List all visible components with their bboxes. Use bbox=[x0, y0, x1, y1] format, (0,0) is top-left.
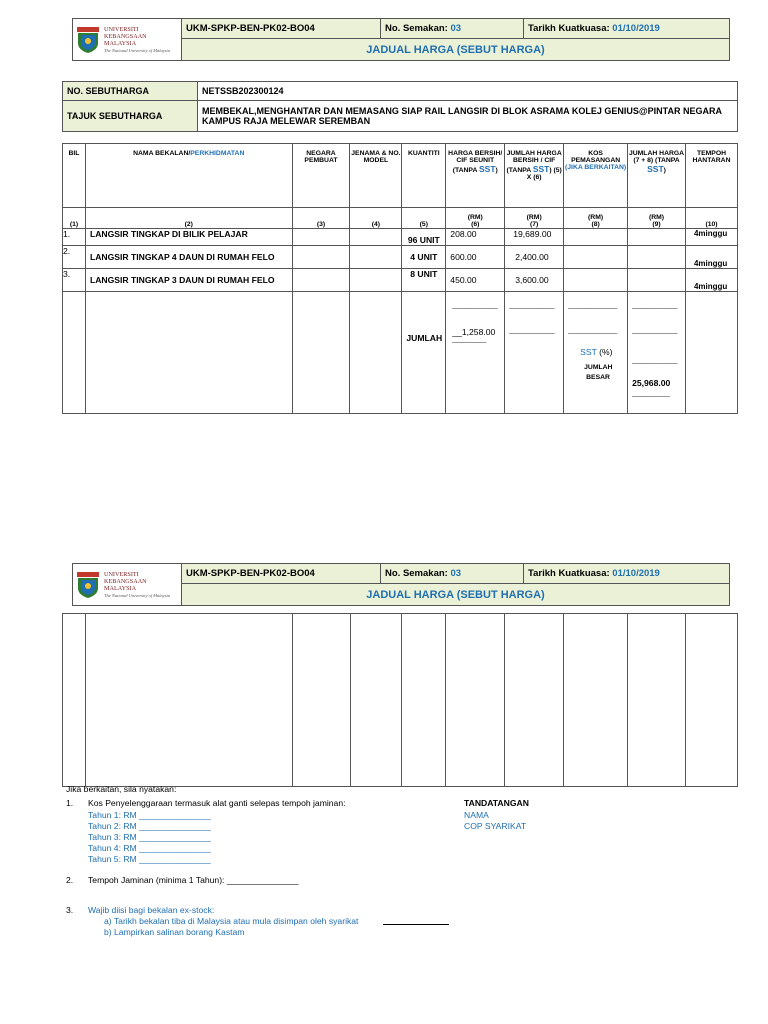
row-qty: 4 UNIT bbox=[402, 246, 446, 269]
row-brand bbox=[350, 269, 402, 292]
note-1-no: 1. bbox=[66, 798, 74, 808]
form-title: JADUAL HARGA (SEBUT HARGA) bbox=[182, 39, 730, 61]
row-bil: 1. bbox=[63, 229, 86, 246]
rm-label: (RM) bbox=[467, 214, 483, 221]
effective-value: 01/10/2019 bbox=[612, 23, 660, 34]
row-install bbox=[564, 269, 628, 292]
logo-line-3: MALAYSIA bbox=[104, 39, 137, 47]
summary-unit-cell bbox=[446, 292, 505, 414]
note-3b: b) Lampirkan salinan borang Kastam bbox=[104, 927, 245, 937]
maintenance-year-5: Tahun 5: RM _______________ bbox=[88, 854, 211, 864]
note-3-text: Wajib diisi bagi bekalan ex-stock: bbox=[88, 905, 215, 915]
ukm-crest-icon bbox=[77, 572, 99, 598]
empty-cell bbox=[505, 614, 564, 787]
signature-cop: COP SYARIKAT bbox=[464, 821, 527, 831]
col-header-country: NEGARA PEMBUAT bbox=[292, 144, 350, 208]
sst-pct: (%) bbox=[599, 347, 613, 357]
summary-empty bbox=[292, 292, 350, 414]
row-item: LANGSIR TINGKAP DI BILIK PELAJAR bbox=[85, 229, 292, 246]
logo-tagline: The National University of Malaysia bbox=[104, 592, 170, 598]
col-num bbox=[628, 208, 686, 229]
grand-head-b: ) bbox=[663, 167, 666, 174]
row-unit-price: 208.00 bbox=[446, 229, 505, 246]
col-header-qty: KUANTITI bbox=[402, 144, 446, 208]
summary-empty bbox=[63, 292, 86, 414]
row-brand bbox=[350, 246, 402, 269]
row-grand bbox=[628, 246, 686, 269]
col-num: (3) bbox=[292, 208, 350, 229]
signature-name: NAMA bbox=[464, 810, 489, 820]
summary-row bbox=[63, 292, 738, 414]
logo-tagline: The National University of Malaysia bbox=[104, 47, 170, 53]
row-grand bbox=[628, 229, 686, 246]
blank-line: _____________ bbox=[568, 302, 618, 309]
grand-head-a: JUMLAH HARGA (7 + 8) (TANPA bbox=[628, 150, 685, 164]
col-num bbox=[446, 208, 505, 229]
blank-line: ____________ bbox=[452, 302, 498, 309]
col-header-brand: JENAMA & NO. MODEL bbox=[350, 144, 402, 208]
logo-line-2: KEBANGSAAN bbox=[104, 32, 147, 40]
quote-title-label: TAJUK SEBUTHARGA bbox=[63, 101, 198, 132]
empty-cell bbox=[292, 614, 350, 787]
col-num bbox=[505, 208, 564, 229]
col-num-label: (8) bbox=[591, 221, 600, 228]
ukm-crest-icon bbox=[77, 27, 99, 53]
col-num: (4) bbox=[350, 208, 402, 229]
signature-label: TANDATANGAN bbox=[464, 798, 529, 808]
col-num bbox=[564, 208, 628, 229]
empty-cell bbox=[402, 614, 446, 787]
row-delivery: 4minggu bbox=[685, 229, 737, 246]
col-num: (2) bbox=[85, 208, 292, 229]
unit-price-head-b: ) bbox=[495, 167, 498, 174]
rm-label: (RM) bbox=[526, 214, 542, 221]
sst-label-wrap bbox=[580, 347, 612, 357]
total-head-sst: SST bbox=[532, 164, 550, 174]
ukm-logo bbox=[73, 564, 182, 606]
table-row bbox=[63, 246, 738, 269]
row-brand bbox=[350, 229, 402, 246]
col-num-label: (6) bbox=[471, 221, 480, 228]
row-total: 2,400.00 bbox=[505, 246, 564, 269]
summary-grand-cell bbox=[628, 292, 686, 414]
row-unit-price: 600.00 bbox=[446, 246, 505, 269]
col-num-label: (7) bbox=[530, 221, 539, 228]
col-num-label: (9) bbox=[652, 221, 661, 228]
summary-empty bbox=[350, 292, 402, 414]
col-header-delivery: TEMPOH HANTARAN bbox=[685, 144, 737, 208]
logo-line-1: UNIVERSITI bbox=[104, 570, 139, 578]
note-1-text: Kos Penyelenggaraan termasuk alat ganti selepas tempoh jaminan: bbox=[88, 798, 346, 808]
ukm-logo bbox=[73, 19, 182, 61]
continuation-table bbox=[62, 613, 738, 787]
col-header-grand bbox=[628, 144, 686, 208]
effective-date-cell bbox=[524, 19, 730, 39]
row-qty: 8 UNIT bbox=[402, 269, 446, 292]
col-header-item-a: NAMA BEKALAN/ bbox=[133, 150, 191, 157]
col-num: (10) bbox=[685, 208, 737, 229]
note-3a-blank bbox=[383, 924, 449, 925]
effective-label: Tarikh Kuatkuasa: bbox=[528, 23, 610, 34]
col-header-install bbox=[564, 144, 628, 208]
effective-date-cell bbox=[524, 564, 730, 584]
effective-label: Tarikh Kuatkuasa: bbox=[528, 568, 610, 579]
row-country bbox=[292, 269, 350, 292]
grand-label-a: JUMLAH bbox=[584, 364, 613, 371]
total-head-b: ) (5) X (6) bbox=[526, 167, 562, 181]
unit-total-sum: __1,258.00 bbox=[452, 327, 496, 337]
table-row bbox=[63, 269, 738, 292]
total-head-a: JUMLAH HARGA BERSIH / CIF (TANPA bbox=[506, 150, 562, 174]
blank-line: ____________ bbox=[509, 327, 555, 334]
notes-intro: Jika berkaitan, sila nyatakan: bbox=[66, 784, 177, 794]
table-row bbox=[63, 614, 738, 787]
row-grand bbox=[628, 269, 686, 292]
revision-label: No. Semakan: bbox=[385, 568, 448, 579]
summary-total-cell bbox=[505, 292, 564, 414]
blank-line: ____________ bbox=[632, 302, 678, 309]
summary-qty-cell bbox=[402, 292, 446, 414]
row-bil: 2. bbox=[63, 246, 86, 269]
empty-cell bbox=[686, 614, 738, 787]
blank-line: _____________ bbox=[568, 327, 618, 334]
maintenance-year-2: Tahun 2: RM _______________ bbox=[88, 821, 211, 831]
logo-line-2: KEBANGSAAN bbox=[104, 577, 147, 585]
row-install bbox=[564, 229, 628, 246]
maintenance-year-1: Tahun 1: RM _______________ bbox=[88, 810, 211, 820]
col-num: (1) bbox=[63, 208, 86, 229]
col-header-bil: BIL bbox=[63, 144, 86, 208]
price-table bbox=[62, 143, 738, 414]
install-head-a: KOS PEMASANGAN bbox=[571, 150, 621, 164]
grand-head-sst: SST bbox=[647, 164, 664, 174]
empty-cell bbox=[446, 614, 505, 787]
note-2-no: 2. bbox=[66, 875, 74, 885]
form-title: JADUAL HARGA (SEBUT HARGA) bbox=[182, 584, 730, 606]
form-header-page2 bbox=[72, 563, 730, 606]
grand-total: 25,968.00 bbox=[632, 378, 671, 388]
unit-price-head-sst: SST bbox=[479, 164, 496, 174]
form-header bbox=[72, 18, 730, 61]
note-2-text: Tempoh Jaminan (minima 1 Tahun): _______________ bbox=[88, 875, 299, 885]
note-3a: a) Tarikh bekalan tiba di Malaysia atau mula disimpan oleh syarikat bbox=[104, 916, 359, 926]
logo-line-3: MALAYSIA bbox=[104, 584, 137, 592]
blank-line: ____________ bbox=[632, 327, 678, 334]
logo-line-1: UNIVERSITI bbox=[104, 25, 139, 33]
note-3-no: 3. bbox=[66, 905, 74, 915]
row-delivery: 4minggu bbox=[685, 246, 737, 269]
quote-no-label: NO. SEBUTHARGA bbox=[63, 82, 198, 101]
revision-cell bbox=[381, 564, 524, 584]
rm-label: (RM) bbox=[648, 214, 665, 221]
row-country bbox=[292, 229, 350, 246]
install-head-b: (JIKA BERKAITAN) bbox=[565, 164, 627, 171]
grand-label-b: BESAR bbox=[586, 374, 610, 381]
col-header-item-b: PERKHIDMATAN bbox=[190, 150, 245, 157]
empty-cell bbox=[628, 614, 686, 787]
revision-label: No. Semakan: bbox=[385, 23, 448, 34]
doc-code: UKM-SPKP-BEN-PK02-BO04 bbox=[182, 564, 381, 584]
quote-no-value: NETSSB202300124 bbox=[198, 82, 738, 101]
row-unit-price: 450.00 bbox=[446, 269, 505, 292]
unit-price-head-a: HARGA BERSIH/ CIF SEUNIT (TANPA bbox=[448, 150, 503, 174]
empty-cell bbox=[63, 614, 86, 787]
row-total: 3,600.00 bbox=[505, 269, 564, 292]
row-country bbox=[292, 246, 350, 269]
summary-empty bbox=[685, 292, 737, 414]
maintenance-year-4: Tahun 4: RM _______________ bbox=[88, 843, 211, 853]
summary-empty bbox=[85, 292, 292, 414]
blank-line: __________ bbox=[632, 390, 670, 397]
sst-label: SST bbox=[580, 347, 597, 357]
revision-value: 03 bbox=[450, 568, 462, 579]
maintenance-year-3: Tahun 3: RM _______________ bbox=[88, 832, 211, 842]
col-header-total bbox=[505, 144, 564, 208]
blank-line: ____________ bbox=[509, 302, 555, 309]
rm-label: (RM) bbox=[588, 214, 604, 221]
row-bil: 3. bbox=[63, 269, 86, 292]
revision-value: 03 bbox=[450, 23, 462, 34]
col-num: (5) bbox=[402, 208, 446, 229]
summary-install-cell bbox=[564, 292, 628, 414]
effective-value: 01/10/2019 bbox=[612, 568, 660, 579]
empty-cell bbox=[85, 614, 292, 787]
row-delivery: 4minggu bbox=[685, 269, 737, 292]
row-item: LANGSIR TINGKAP 3 DAUN DI RUMAH FELO bbox=[85, 269, 292, 292]
row-total: 19,689.00 bbox=[505, 229, 564, 246]
row-item: LANGSIR TINGKAP 4 DAUN DI RUMAH FELO bbox=[85, 246, 292, 269]
revision-cell bbox=[381, 19, 524, 39]
doc-code: UKM-SPKP-BEN-PK02-BO04 bbox=[182, 19, 381, 39]
col-header-item bbox=[85, 144, 292, 208]
quotation-info bbox=[62, 81, 738, 132]
blank-line: ____________ bbox=[632, 357, 678, 364]
row-qty: 96 UNIT bbox=[402, 229, 446, 246]
row-install bbox=[564, 246, 628, 269]
quote-title-value: MEMBEKAL,MENGHANTAR DAN MEMASANG SIAP RAIL LANGSIR DI BLOK ASRAMA KOLEJ GENIUS@PINTAR NEGARA KAMPUS RAJA MELEWAR SEREMBAN bbox=[198, 101, 738, 132]
empty-cell bbox=[350, 614, 402, 787]
blank-line: _________ bbox=[452, 336, 487, 343]
table-row bbox=[63, 229, 738, 246]
col-header-unit-price bbox=[446, 144, 505, 208]
empty-cell bbox=[564, 614, 628, 787]
jumlah-label: JUMLAH bbox=[406, 333, 443, 343]
